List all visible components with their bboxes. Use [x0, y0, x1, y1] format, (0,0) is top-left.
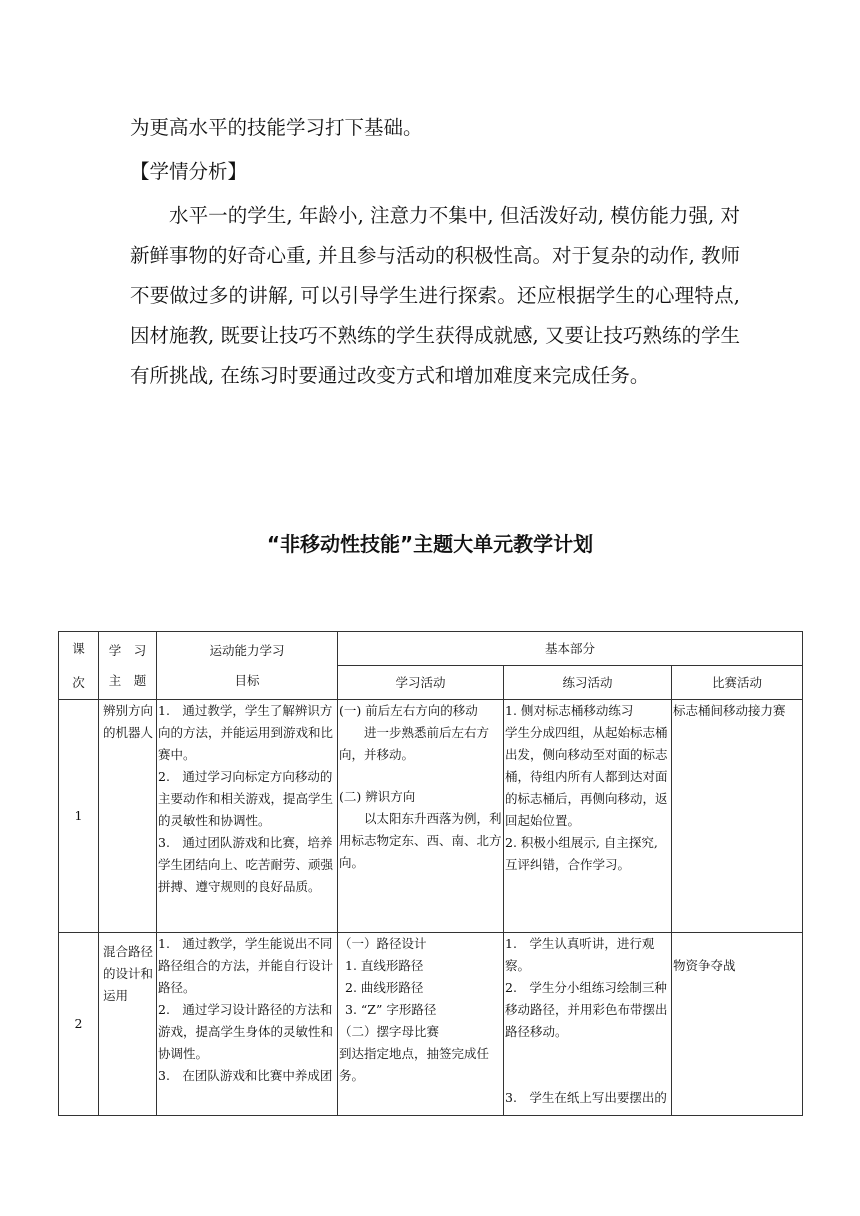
goal-item: 2. 通过学习向标定方向移动的主要动作和相关游戏，提高学生的灵敏性和协调性。: [158, 769, 334, 828]
goal-item: 2. 通过学习设计路径的方法和游戏，提高学生身体的灵敏性和协调性。: [158, 1002, 334, 1061]
competition-activity: 物资争夺战: [672, 933, 803, 1116]
activity-line: 2. 积极小组展示, 自主探究, 互评纠错，合作学习。: [505, 835, 658, 872]
activity-line: （二）摆字母比赛: [339, 1024, 440, 1039]
lesson-topic: 混合路径的设计和运用: [99, 933, 157, 1116]
header-basic-part: 基本部分: [338, 632, 803, 666]
lesson-number: 1: [59, 700, 99, 933]
header-goal-bottom: 目标: [234, 672, 260, 688]
learning-activity: [338, 933, 504, 1116]
teaching-plan-table: [58, 631, 803, 1116]
lesson-number: 2: [59, 933, 99, 1116]
lesson-topic: 辨别方向的机器人: [99, 700, 157, 933]
analysis-paragraph: 水平一的学生, 年龄小, 注意力不集中, 但活泼好动, 模仿能力强, 对新鲜事物的好奇心重, 并且参与活动的积极性高。对于复杂的动作, 教师不要做过多的讲解, 可以引导学生进行探索。还应根据学生的心理特点, 因材施教, 既要让技巧不熟练的学生获得成就感, 又要让技巧熟练的学生有所挑战, 在练习时要通过改变方式和增加难度来完成任务。: [130, 204, 740, 387]
header-lesson-no-top: 课: [72, 640, 85, 656]
activity-line: 1. 侧对标志桶移动练习: [505, 703, 634, 718]
header-topic: [99, 632, 157, 700]
activity-line: 2. 曲线形路径: [345, 980, 424, 995]
header-competition-activity: 比赛活动: [672, 666, 803, 700]
activity-line: (二) 辨识方向: [339, 789, 416, 804]
practice-activity: [504, 700, 672, 933]
header-practice-activity: 练习活动: [504, 666, 672, 700]
header-row-top: [59, 632, 803, 666]
header-topic-bottom: 主 题: [108, 672, 147, 688]
goal-item: 3. 通过团队游戏和比赛，培养学生团结向上、吃苦耐劳、顽强拼搏、遵守规则的良好品质。: [158, 835, 334, 894]
goal-item: 1. 通过教学，学生了解辨识方向的方法，并能运用到游戏和比赛中。: [158, 703, 334, 762]
activity-line: （一）路径设计: [339, 936, 427, 951]
activity-line: 到达指定地点，抽签完成任务。: [339, 1046, 490, 1083]
competition-activity: 标志桶间移动接力赛: [672, 700, 803, 933]
header-lesson-no-bottom: 次: [72, 674, 85, 690]
activity-line: 1. 直线形路径: [345, 958, 424, 973]
table-row: [59, 933, 803, 1116]
activity-line: 3. 学生在纸上写出要摆出的: [505, 1090, 667, 1105]
header-goal-top: 运动能力学习: [209, 642, 285, 658]
activity-line: 学生分成四组，从起始标志桶出发，侧向移动至对面的标志桶，待组内所有人都到达对面的标志桶后，再侧向移动，返回起始位置。: [505, 725, 668, 828]
activity-line: (一) 前后左右方向的移动: [339, 703, 478, 718]
table-row: [59, 700, 803, 933]
activity-line: 2. 学生分小组练习绘制三种移动路径，并用彩色布带摆出路径移动。: [505, 980, 668, 1039]
practice-activity: [504, 933, 672, 1116]
activity-line: 以太阳东升西落为例，利用标志物定东、西、南、北方向。: [339, 811, 502, 870]
activity-line: 3. “Z” 字形路径: [345, 1002, 437, 1017]
learning-activity: [338, 700, 504, 933]
intro-tail-paragraph: 为更高水平的技能学习打下基础。: [130, 116, 423, 139]
header-lesson-no: [59, 632, 99, 700]
header-learning-activity: 学习活动: [338, 666, 504, 700]
lesson-goals: [157, 700, 338, 933]
goal-item: 3. 在团队游戏和比赛中养成团: [158, 1068, 333, 1083]
header-topic-top: 学 习: [108, 642, 147, 658]
activity-line: 1. 学生认真听讲，进行观察。: [505, 936, 655, 973]
goal-item: 1. 通过教学，学生能说出不同路径组合的方法，并能自行设计路径。: [158, 936, 334, 995]
lesson-goals: [157, 933, 338, 1116]
header-goal: [157, 632, 338, 700]
analysis-heading: 【学情分析】: [130, 160, 248, 183]
plan-title: “非移动性技能”主题大单元教学计划: [266, 532, 594, 556]
activity-line: 进一步熟悉前后左右方向，并移动。: [339, 725, 490, 762]
